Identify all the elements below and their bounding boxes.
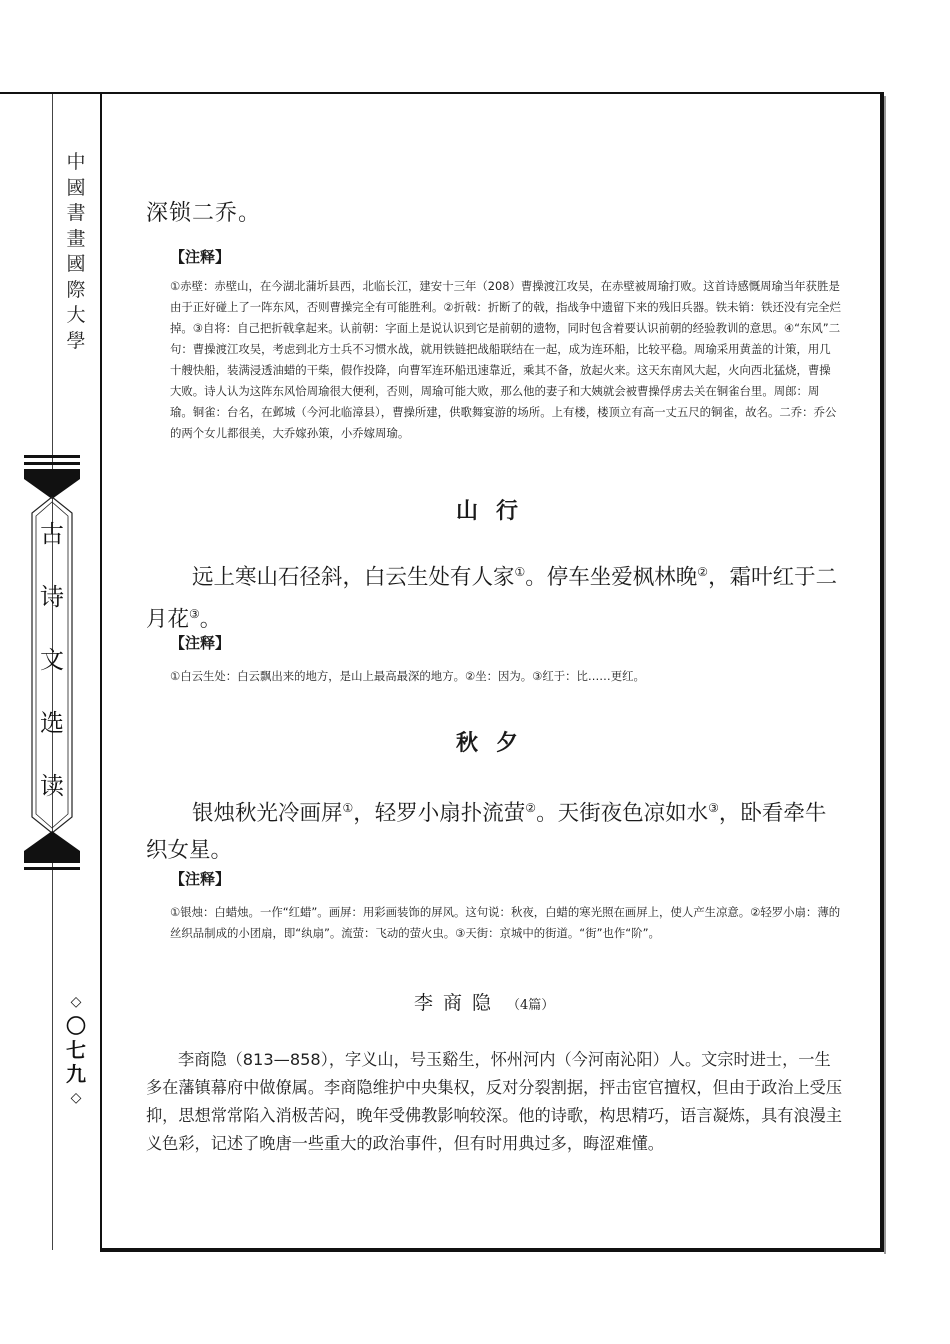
book-title-char: 文 (40, 646, 64, 674)
poem-line: ，轻罗小扇扑流萤 (353, 801, 526, 827)
author-poem-count: （4篇） (507, 998, 555, 1013)
footnote-marker: ① (514, 565, 526, 579)
book-title-panel (24, 455, 80, 875)
diamond-icon: ◇ (70, 1090, 82, 1106)
poem-title: 山行 (456, 498, 537, 524)
school-char: 國 (66, 176, 86, 199)
poem-title: 秋夕 (456, 730, 537, 756)
panel-band-top (24, 455, 80, 458)
panel-band-bottom (24, 860, 80, 863)
notes-heading: 【注释】 (170, 870, 231, 888)
footnote-marker: ② (697, 565, 709, 579)
page-number-char: 〇 (66, 1014, 86, 1038)
school-char: 學 (66, 329, 86, 352)
school-char: 大 (66, 304, 86, 326)
poem-line: 银烛秋光冷画屏 (192, 801, 343, 827)
school-char: 際 (66, 278, 86, 301)
page-frame-top (0, 92, 884, 94)
author-heading (414, 988, 554, 1015)
notes-text: ①白云生处：白云飘出来的地方，是山上最高最深的地方。②坐：因为。③红于：比……更红。 (170, 669, 645, 683)
footnote-marker: ③ (708, 801, 719, 815)
notes-text: ①赤壁：赤壁山，在今湖北蒲圻县西，北临长江，建安十三年（208）曹操渡江攻吴，在赤壁被周瑜打败。这首诗感慨周瑜当年获胜是由于正好碰上了一阵东风，否则曹操完全有可能胜利。②折戟：折断了的戟，指战争中遗留下来的残旧兵器。铁未销：铁还没有完全烂掉。③自将：自己把折戟拿起来。认前朝：字面上是说认识到它是前朝的遗物，同时包含着要认识前朝的经验教训的意思。④“东风”二句：曹操渡江攻吴，考虑到北方士兵不习惯水战，就用铁链把战船联结在一起，成为连环船，比较平稳。周瑜采用黄盖的计策，用几十艘快船，装满浸透油蜡的干柴，假作投降，向曹军连环船迅速靠近，乘其不备，放起火来。这天东南风大起，火向西北猛烧，曹操大败。诗人认为这阵东风恰周瑜很大便利，否则，周瑜可能大败，那么他的妻子和大姨就会被曹操俘虏去关在铜雀台里。周郎：周瑜。铜雀：台名，在邺城（今河北临漳县），曹操所建，供歌舞宴游的场所。上有楼，楼顶立有高一丈五尺的铜雀，故名。二乔：乔公的两个女儿都很美，大乔嫁孙策，小乔嫁周瑜。 (170, 279, 841, 440)
school-char: 國 (66, 253, 86, 275)
page-number (56, 990, 96, 1110)
page-frame-inner-left (100, 94, 102, 1250)
poem-body (146, 554, 842, 638)
school-name (62, 150, 90, 354)
book-title (24, 503, 80, 818)
poem-line: ，霜叶红于二月花 (146, 565, 838, 633)
poem-line: ，卧看牵牛织女星。 (146, 801, 827, 864)
panel-band-top-2 (24, 462, 80, 465)
book-title-char: 读 (40, 772, 64, 800)
footnote-marker: ② (525, 801, 537, 815)
notes-text: ①银烛：白蜡烛。一作“红蜡”。画屏：用彩画装饰的屏风。这句说：秋夜，白蜡的寒光照在画屏上，使人产生凉意。②轻罗小扇：薄的丝织品制成的小团扇，即“纨扇”。流萤：飞动的萤火虫。③天街：京城中的街道。“街”也作“阶”。 (170, 905, 841, 940)
notes-heading: 【注释】 (170, 634, 231, 652)
panel-band-bottom-2 (24, 867, 80, 870)
notes-heading: 【注释】 (170, 248, 231, 266)
page-frame-bottom (100, 1248, 884, 1252)
book-title-char: 古 (40, 520, 64, 548)
author-biography: 李商隐（813—858），字义山，号玉谿生，怀州河内（今河南沁阳）人。文宗时进士，一生多在藩镇幕府中做僚属。李商隐维护中央集权，反对分裂割据，抨击宦官擅权，但由于政治上受压抑，思想常常陷入消极苦闷，晚年受佛教影响较深。他的诗歌，构思精巧，语言凝炼，具有浪漫主义色彩，记述了晚唐一些重大的政治事件，但有时用典过多，晦涩难懂。 (146, 1050, 843, 1153)
poem-line: 。天街夜色凉如水 (536, 801, 709, 827)
author-name: 李商隐 (414, 992, 502, 1014)
page-frame-shadow (884, 96, 886, 1254)
page-number-char: 九 (66, 1062, 86, 1086)
poem-line: 远上寒山石径斜，白云生处有人家 (192, 565, 515, 591)
panel-cap-bottom-ornament (24, 831, 80, 861)
page-number-char: 七 (66, 1038, 86, 1062)
poem-line: 。停车坐爱枫林晚 (525, 565, 698, 591)
book-title-char: 选 (40, 709, 64, 737)
poem-body (146, 790, 842, 869)
book-title-char: 诗 (40, 583, 64, 611)
previous-poem-tail: 深锁二乔。 (146, 201, 262, 226)
school-char: 中 (66, 151, 86, 173)
diamond-icon: ◇ (70, 994, 82, 1010)
school-char: 畫 (66, 227, 86, 250)
school-char: 書 (66, 202, 86, 224)
footnote-marker: ① (342, 801, 354, 815)
poem-line: 。 (199, 607, 222, 633)
footnote-marker: ③ (189, 607, 200, 622)
